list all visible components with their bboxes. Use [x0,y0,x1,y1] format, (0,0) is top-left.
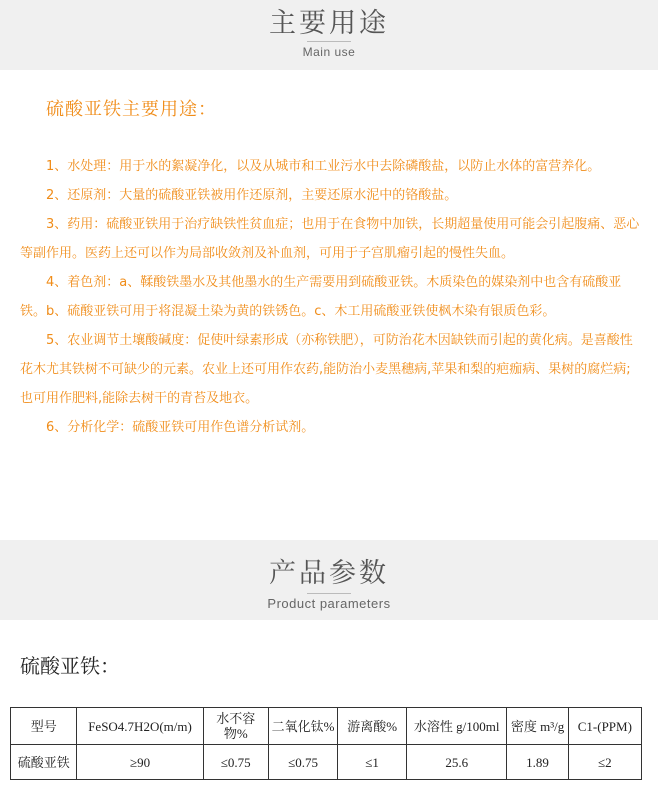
use-item-reducing-agent: 2、还原剂：大量的硫酸亚铁被用作还原剂，主要还原水泥中的铬酸盐。 [46,188,458,203]
table-header-cell: 水不容物% [203,708,268,745]
table-cell: 硫酸亚铁 [11,745,77,780]
table-header-cell: 密度 m³/g [507,708,568,745]
table-cell: ≤0.75 [268,745,337,780]
table-header-cell: FeSO4.7H2O(m/m) [77,708,203,745]
use-item-medicinal: 3、药用：硫酸亚铁用于治疗缺铁性贫血症；也用于在食物中加铁，长期超量使用可能会引起腹痛、恶心等副作用。医药上还可以作为局部收敛剂及补血剂，可用于子宫肌瘤引起的慢性失血。 [20,217,640,261]
section-header-product-parameters [0,540,658,620]
table-cell: ≤2 [568,745,641,780]
section-title: 主要用途 [269,8,389,39]
use-item-water-treatment: 1、水处理：用于水的絮凝净化，以及从城市和工业污水中去除磷酸盐，以防止水体的富营养化。 [46,159,601,174]
section-header-main-use [0,0,658,70]
table-header-cell: 游离酸% [338,708,407,745]
table-cell: 1.89 [507,745,568,780]
table-header-cell: 水溶性 g/100ml [407,708,507,745]
parameters-table [10,707,642,780]
table-row [11,745,642,780]
section-subtitle: Main use [302,45,356,59]
params-heading: 硫酸亚铁： [20,654,120,678]
section-subtitle: Product parameters [267,596,391,611]
table-header-row [11,708,642,745]
use-item-colorant: 4、着色剂：a、鞣酸铁墨水及其他墨水的生产需要用到硫酸亚铁。木质染色的媒染剂中也含有硫酸亚铁。b、硫酸亚铁可用于将混凝土染为黄的铁锈色。c、木工用硫酸亚铁使枫木染有银质色彩。 [20,275,622,319]
section-title: 产品参数 [269,558,389,589]
table-cell: ≤0.75 [203,745,268,780]
use-item-agriculture: 5、农业调节土壤酸碱度：促使叶绿素形成（亦称铁肥），可防治花木因缺铁而引起的黄化病。是喜酸性花木尤其铁树不可缺少的元素。农业上还可用作农药,能防治小麦黑穗病,苹果和梨的疤痂病、果树的腐烂病;也可用作肥料,能除去树干的青苔及地衣。 [20,333,633,406]
table-header-cell: 二氧化钛% [268,708,337,745]
table-header-cell: C1-(PPM) [568,708,641,745]
table-cell: ≤1 [338,745,407,780]
table-cell: 25.6 [407,745,507,780]
use-item-analytical-chemistry: 6、分析化学：硫酸亚铁可用作色谱分析试剂。 [46,420,315,435]
title-divider [307,41,351,42]
uses-heading: 硫酸亚铁主要用途： [46,99,217,120]
title-divider [307,593,351,594]
table-header-cell: 型号 [11,708,77,745]
uses-list [20,152,640,442]
table-cell: ≥90 [77,745,203,780]
